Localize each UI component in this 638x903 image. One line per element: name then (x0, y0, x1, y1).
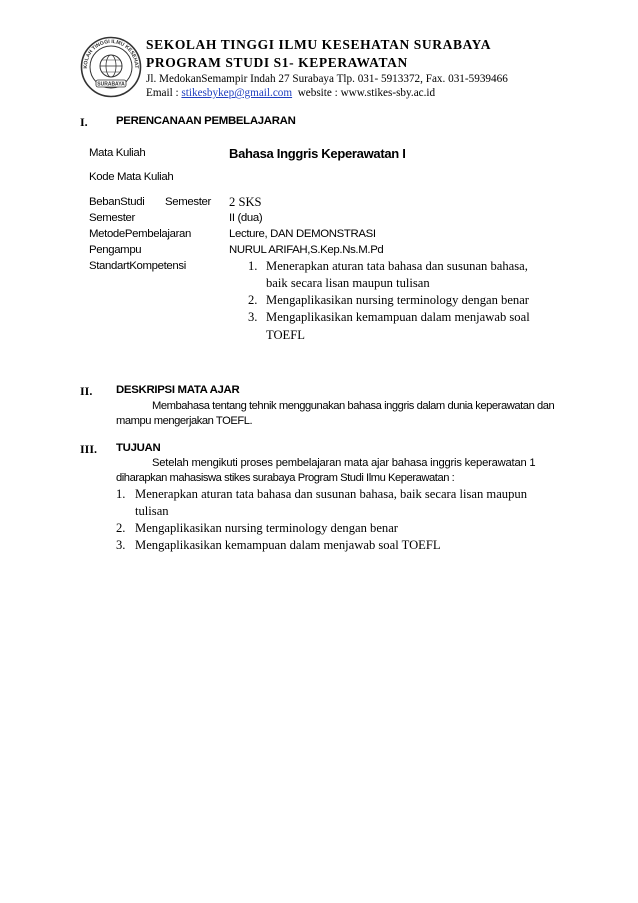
section-2-number: II. (80, 384, 93, 398)
kompetensi-label: StandartKompetensi (89, 260, 186, 272)
description-line1: Membahasa tentang tehnik menggunakan bahasa inggris dalam dunia keperawatan dan (152, 400, 555, 412)
kompetensi-1-line1: Menerapkan aturan tata bahasa dan susunan bahasa, (266, 259, 528, 273)
kode-label: Kode Mata Kuliah (89, 171, 174, 183)
kompetensi-2-line1: Mengaplikasikan nursing terminology dengan benar (266, 293, 530, 307)
tujuan-1-number: 1. (116, 487, 126, 501)
section-3-number: III. (80, 442, 98, 456)
pengampu-label: Pengampu (89, 244, 142, 256)
program-name: PROGRAM STUDI S1- KEPERAWATAN (146, 55, 408, 70)
address-line: Jl. MedokanSemampir Indah 27 Surabaya Tlp. 031- 5913372, Fax. 031-5939466 (146, 73, 508, 85)
tujuan-2-number: 2. (116, 521, 126, 535)
section-1-number: I. (80, 115, 88, 129)
tujuan-2-line1: Mengaplikasikan nursing terminology dengan benar (135, 521, 399, 535)
kompetensi-3-line1: Mengaplikasikan kemampuan dalam menjawab soal (266, 310, 530, 324)
kompetensi-3-number: 3. (248, 310, 258, 324)
section-1-title: PERENCANAAN PEMBELAJARAN (116, 115, 296, 127)
tujuan-3-line1: Mengaplikasikan kemampuan dalam menjawab soal TOEFL (135, 538, 441, 552)
section-2-title: DESKRIPSI MATA AJAR (116, 384, 240, 396)
pengampu-value: NURUL ARIFAH,S.Kep.Ns.M.Pd (229, 244, 384, 256)
tujuan-1-line1: Menerapkan aturan tata bahasa dan susunan bahasa, baik secara lisan maupun (135, 487, 527, 501)
metode-value: Lecture, DAN DEMONSTRASI (229, 228, 376, 240)
beban-label: BebanStudi (89, 196, 145, 208)
website-text: website : www.stikes-sby.ac.id (297, 87, 436, 99)
description-line2: mampu mengerjakan TOEFL. (116, 415, 253, 427)
semester-label: Semester (89, 212, 135, 224)
kompetensi-1-line2: baik secara lisan maupun tulisan (266, 276, 430, 290)
semester-value: II (dua) (229, 212, 263, 224)
contact-line (146, 87, 435, 99)
mata-kuliah-value: Bahasa Inggris Keperawatan I (229, 146, 406, 161)
tujuan-intro-line1: Setelah mengikuti proses pembelajaran mata ajar bahasa inggris keperawatan 1 (152, 457, 536, 469)
email-link[interactable]: stikesbykep@gmail.com (181, 87, 293, 99)
beban-value: 2 SKS (229, 195, 262, 209)
kompetensi-3-line2: TOEFL (266, 328, 305, 342)
logo-text: KOLAH TINGGI ILMU KESEHAT (82, 38, 140, 69)
tujuan-3-number: 3. (116, 538, 126, 552)
kompetensi-2-number: 2. (248, 293, 258, 307)
kompetensi-1-number: 1. (248, 259, 258, 273)
section-3-title: TUJUAN (116, 442, 161, 454)
email-label: Email : (146, 87, 182, 99)
mata-kuliah-label: Mata Kuliah (89, 147, 146, 159)
tujuan-intro-line2: diharapkan mahasiswa stikes surabaya Program Studi Ilmu Keperawatan : (116, 472, 455, 484)
institution-logo (80, 36, 142, 98)
tujuan-1-line2: tulisan (135, 504, 169, 518)
institution-name: SEKOLAH TINGGI ILMU KESEHATAN SURABAYA (146, 37, 492, 52)
metode-label: MetodePembelajaran (89, 228, 191, 240)
logo-city: SURABAYA (97, 81, 125, 88)
beban-sub-label: Semester (165, 196, 211, 208)
